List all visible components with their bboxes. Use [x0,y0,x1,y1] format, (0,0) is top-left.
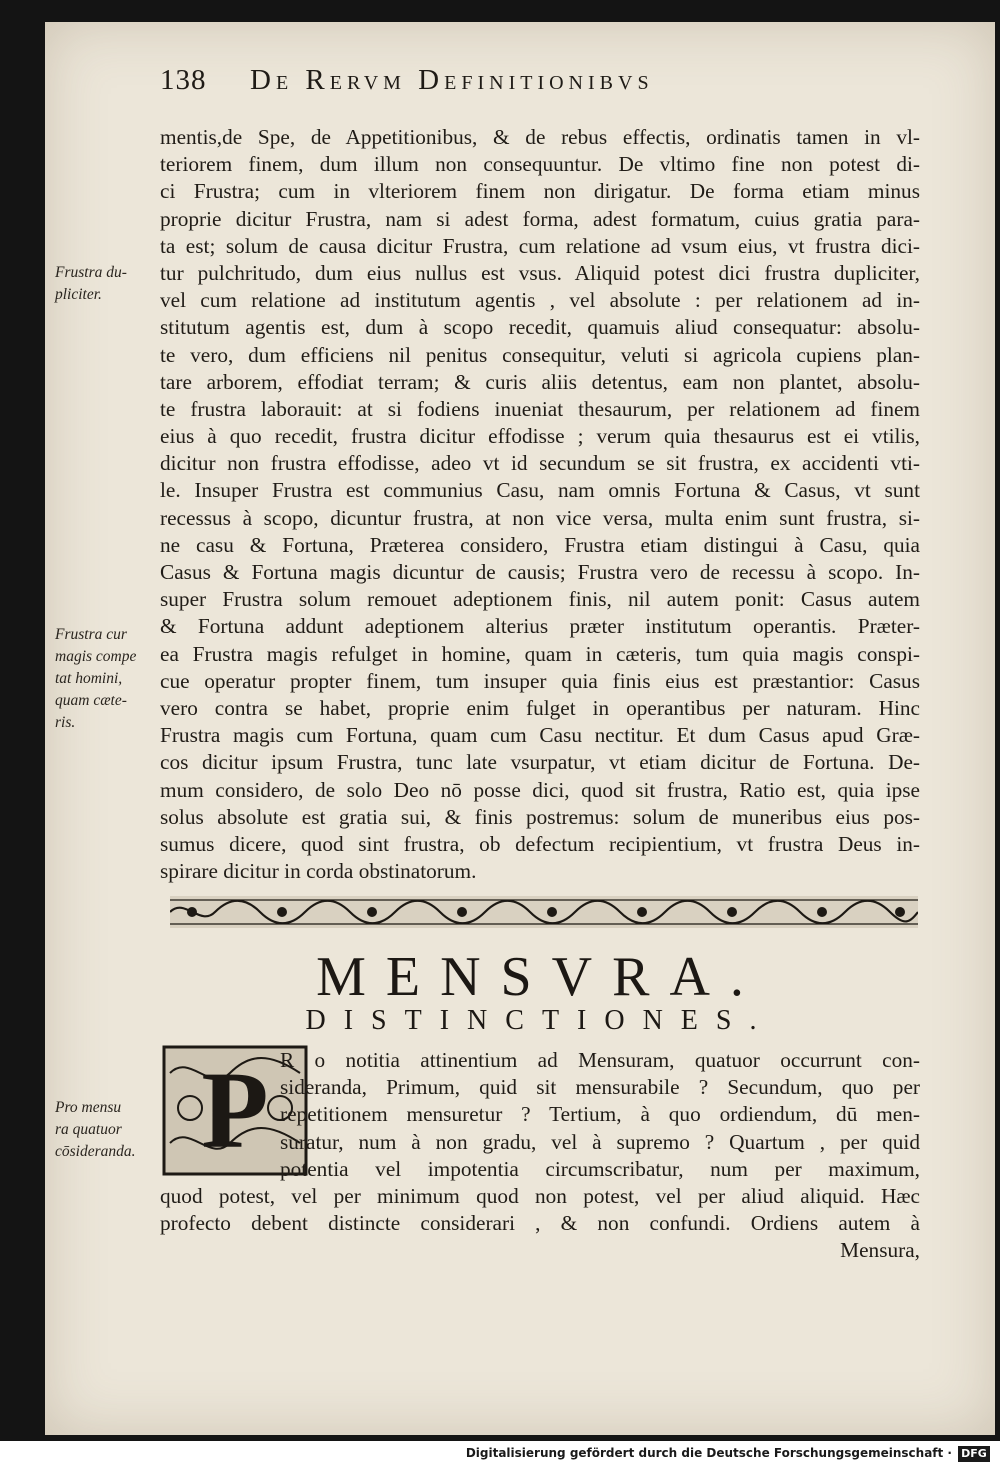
text-line: tur pulchritudo, dum eius nullus est vsus. Aliquid potest dici frustra dupliciter, [160,260,920,285]
text-line: Mensura, [840,1238,920,1263]
text-line: vero contra se habet, proprie enim fulget in operantibus per naturam. Hinc [160,695,920,720]
page-header [160,64,920,104]
main-text [160,124,920,885]
text-line: solus absolute est gratia sui, & finis postremus: solum de muneribus eius pos- [160,804,920,829]
section-title: MENSVRA. [316,946,764,1008]
text-line: recessus à scopo, dicuntur frustra, at non vice versa, multa enim sunt frustra, si- [160,505,920,530]
dfg-logo: DFG [958,1446,990,1462]
text-line: eius à quo recedit, frustra dicitur effodisse ; verum quia thesaurus est ei vtilis, [160,424,920,449]
text-line: Casus & Fortuna magis dicuntur de causis; Frustra vero de recessu à scopo. In- [160,560,920,584]
text-line: te vero, dum efficiens nil penitus consequitur, veluti si agricola cupiens plan- [160,342,920,367]
text-line: ci Frustra; cum in vlteriorem finem non dirigatur. De forma etiam minus [160,179,920,204]
text-line: ea Frustra magis refulget in homine, quam in cæteris, tum quia magis conspi- [160,641,920,666]
text-line: dicitur non frustra effodisse, adeo vt id secundum se sit frustra, ex accidenti vti- [160,451,920,476]
text-line: cos dicitur ipsum Frustra, tunc late vsurpatur, vt etiam dicitur de Fortuna. De- [160,750,920,775]
ornament-band [170,892,918,932]
text-line: suratur, num à non gradu, vel à supremo ? Quartum , per quid [280,1129,920,1154]
text-line: Frustra magis cum Fortuna, quam cum Casu nectitur. Et dum Casus apud Græ- [160,723,920,748]
text-line: mum considero, de solo Deo nō posse dici, quod sit frustra, Ratio est, quia ipse [160,777,920,802]
section-text [160,1047,920,1265]
text-line: & Fortuna addunt adeptionem alterius præter institutum operantis. Præter- [160,614,920,639]
text-line: le. Insuper Frustra est communius Casu, nam omnis Fortuna & Casus, vt sunt [160,478,920,503]
margin-note-frustra-dupliciter: Frustra du- pliciter. [55,264,127,303]
text-line: quod potest, vel per minimum quod non potest, vel per aliud aliquid. Hæc [160,1183,920,1208]
text-line: sideranda, Primum, quid sit mensurabile ? Secundum, quo per [280,1075,920,1100]
text-line: te frustra laborauit: at si fodiens inueniat thesaurum, per relationem ad finem [160,396,920,421]
text-line: tare arborem, effodiat terram; & curis aliis detentus, eam non plantet, absolu- [160,369,920,394]
text-line: ne casu & Fortuna, Præterea considero, Frustra etiam distingui à Casu, quia [160,532,920,557]
text-line: super Frustra solum remouet adeptionem finis, nil autem ponit: Casus autem [160,587,920,612]
text-line: repetitionem mensuretur ? Tertium, à quo ordiendum, dū men- [280,1102,920,1127]
funding-credit: Digitalisierung gefördert durch die Deutsche Forschungsgemeinschaft · [465,1446,952,1460]
text-line: R o notitia attinentium ad Mensuram, quatuor occurrunt con- [280,1048,920,1072]
text-line: mentis,de Spe, de Appetitionibus, & de rebus effectis, ordinatis tamen in vl- [160,125,920,149]
text-line: vel cum relatione ad institutum agentis , vel absolute : per relationem ad in- [160,288,920,313]
margin-note-pro-mensura: Pro mensu ra quatuor cōsideranda. [55,1099,136,1160]
text-line: spirare dicitur in corda obstinatorum. [160,859,477,884]
text-line: ta est; solum de causa dicitur Frustra, cum relatione ad vsum eius, vt frustra dici- [160,233,920,258]
text-line: potentia vel impotentia circumscribatur, num per maximum, [280,1156,920,1181]
drop-cap-letter: P [201,1049,269,1171]
margin-note-frustra-homini: Frustra cur magis compe tat homini, quam cæte- ris. [55,626,137,731]
page-number: 138 [160,64,207,96]
section-subtitle: DISTINCTIONES. [305,1005,775,1036]
text-line: stitutum agentis est, dum à scopo recedit, quamuis aliud consequatur: absolu- [160,315,920,340]
text-line: profecto debent distincte considerari , & non confundi. Ordiens autem à [160,1211,920,1236]
text-line: sumus dicere, quod sint frustra, ob defectum recipientium, vt frustra Deus in- [160,831,920,856]
text-line: teriorem finem, dum illum non consequuntur. De vltimo fine non potest di- [160,152,920,177]
text-line: proprie dicitur Frustra, nam si adest forma, adest formatum, cuius gratia para- [160,206,920,231]
running-title: De Rervm Definitionibvs [250,64,654,96]
text-line: cue operatur propter finem, tum insuper quia finis eius est præstantior: Casus [160,668,920,693]
